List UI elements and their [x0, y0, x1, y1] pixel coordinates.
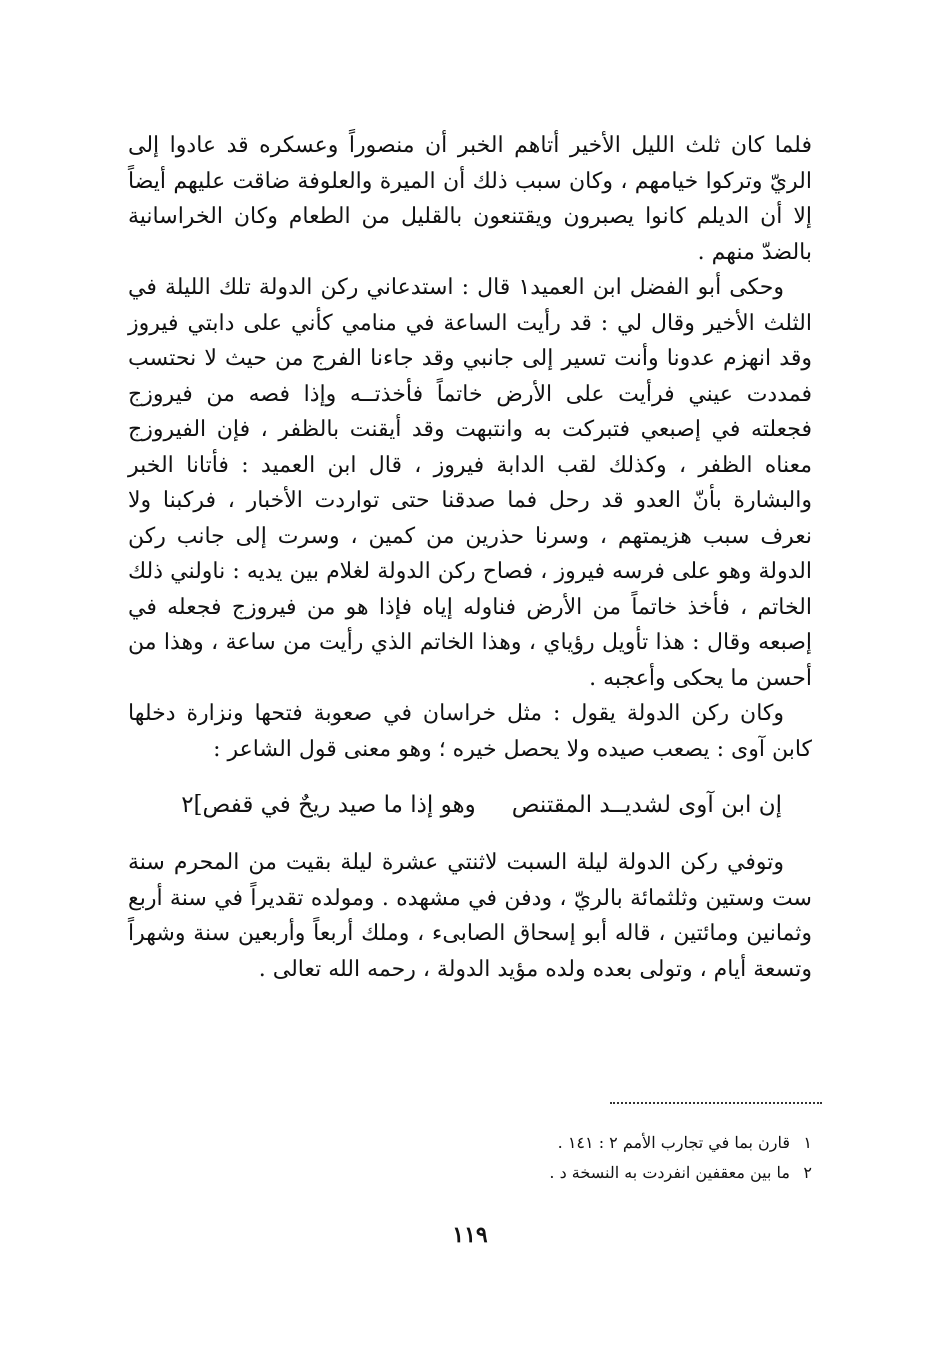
footnote-text: قارن بما في تجارب الأمم ٢ : ١٤١ .	[557, 1133, 790, 1152]
footnote-number: ١	[803, 1133, 812, 1152]
paragraph-2: وحكى أبو الفضل ابن العميد١ قال : استدعاني ركن الدولة تلك الليلة في الثلث الأخير وقال لي : قد رأيت الساعة في منامي كأني على دابتي فيروز وقد انهزم عدونا وأنت تسير إلى جانبي وقد جاءنا الفرج من حيث لا نحتسب فمددت عيني فرأيت على الأرض خاتماً فأخذتــه وإذا فصه من فيروزج فجعلته في إصبعي فتبركت به وانتبهت وقد أيقنت بالظفر ، فإن الفيروزج معناه الظفر ، وكذلك لقب الدابة فيروز ، قال ابن العميد : فأتانا الخبر والبشارة بأنّ العدو قد رحل فما صدقنا حتى تواردت الأخبار ، فركبنا ولا نعرف سبب هزيمتهم ، وسرنا حذرين من كمين ، وسرت إلى جانب ركن الدولة وهو على فرسه فيروز ، فصاح ركن الدولة لغلام بين يديه : ناولني ذلك الخاتم ، فأخذ خاتماً من الأرض فناوله إياه فإذا هو من فيروزج فجعله في إصبعه وقال : هذا تأويل رؤياي ، وهذا الخاتم الذي رأيت من ساعة ، وهذا من أحسن ما يحكى وأعجبه .	[128, 275, 813, 691]
main-text-block	[128, 128, 812, 987]
closing-paragraph: وتوفي ركن الدولة ليلة السبت لاثنتي عشرة ليلة بقيت من المحرم سنة ست وستين وثلثمائة بالريّ ، ودفن في مشهده . ومولده تقديراً في سنة أربع وثمانين ومائتين ، قاله أبو إسحاق الصابىء ، وملك أربعاً وأربعين سنة وشهراً وتسعة أيام ، وتولى بعده ولده مؤيد الدولة ، رحمه الله تعالى .	[128, 850, 812, 982]
verse-first-hemistich: إن ابن آوى لشديــد المقتنص	[511, 792, 782, 818]
poetry-verse	[128, 785, 812, 825]
footnote-number: ٢	[803, 1163, 812, 1182]
verse-second-hemistich: وهو إذا ما صيد ريحٌ في قفص]٢	[181, 792, 476, 818]
page-number: ١١٩	[452, 1222, 488, 1248]
paragraph-1: فلما كان ثلث الليل الأخير أتاهم الخبر أن منصوراً وعسكره قد عادوا إلى الريّ وتركوا خيامهم ، وكان سبب ذلك أن الميرة والعلوفة ضاقت عليهم أيضاً إلا أن الديلم كانوا يصبرون ويقتنعون بالقليل من الطعام وكان الخراسانية بالضدّ منهم .	[128, 133, 812, 265]
footnote-2	[420, 1158, 812, 1188]
footnote-text: ما بين معقفين انفردت به النسخة د .	[549, 1163, 790, 1182]
paragraph-3: وكان ركن الدولة يقول : مثل خراسان في صعوبة فتحها ونزارة دخلها كابن آوى : يصعب صيده ولا يحصل خيره ؛ وهو معنى قول الشاعر :	[128, 701, 812, 762]
footnote-divider	[610, 1102, 822, 1104]
footnote-1	[420, 1128, 812, 1158]
footnotes	[420, 1128, 812, 1188]
